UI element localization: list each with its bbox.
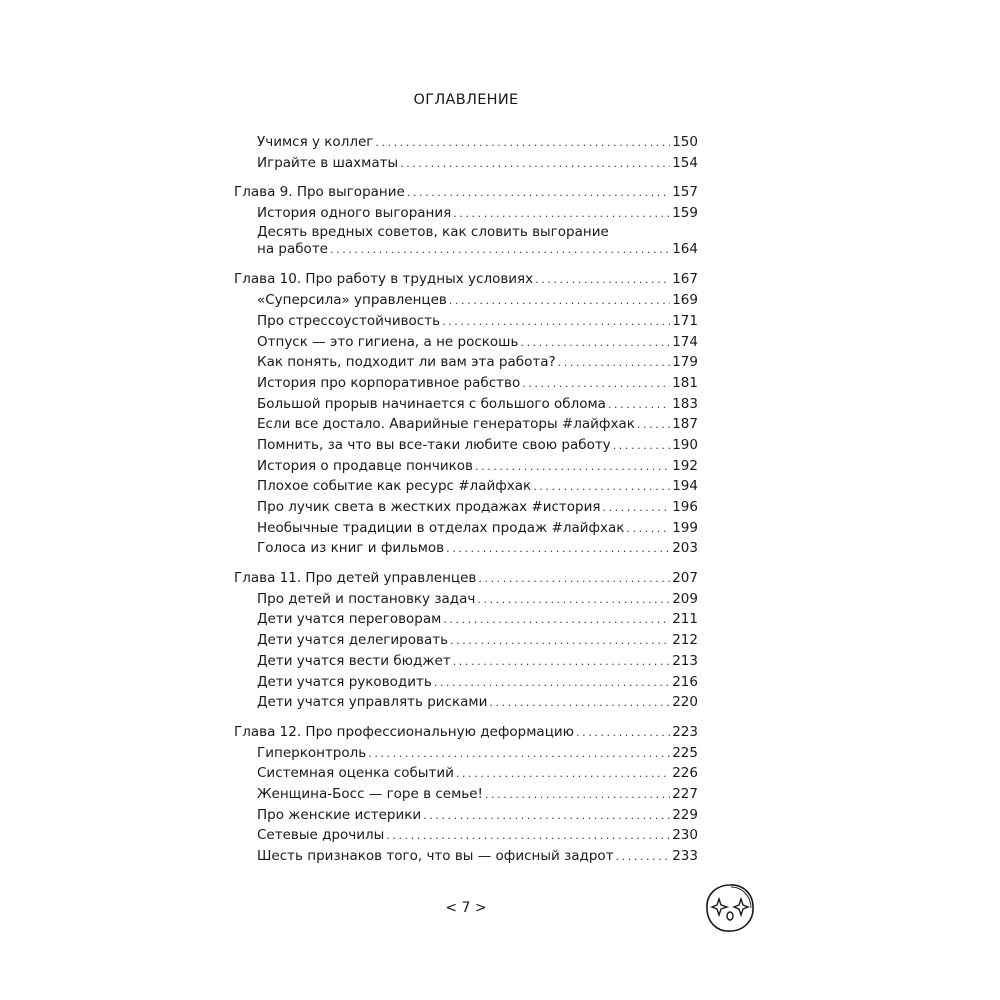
toc-item-title: Десять вредных советов, как словить выгорание	[257, 223, 609, 240]
dot-leader	[442, 312, 670, 333]
toc-item-page: 171	[672, 312, 698, 329]
toc-item-page: 192	[672, 457, 698, 474]
toc-item-page: 233	[672, 848, 698, 864]
dot-leader	[449, 291, 670, 312]
toc-item[interactable]	[234, 153, 698, 174]
dot-leader	[535, 270, 670, 291]
toc-item-title: Как понять, подходит ли вам эта работа?	[257, 354, 556, 371]
toc-item-page: 230	[672, 827, 698, 844]
toc-item-title: Системная оценка событий	[257, 765, 454, 782]
toc-item[interactable]	[234, 784, 698, 805]
toc-item-title: Дети учатся переговорам	[257, 611, 442, 628]
dot-leader	[478, 569, 670, 590]
toc-item-page: 181	[672, 374, 698, 391]
dot-leader	[558, 353, 671, 374]
toc-chapter-title: Глава 10. Про работу в трудных условиях	[234, 271, 534, 288]
toc-item-title: Плохое событие как ресурс #лайфхак	[257, 478, 532, 495]
toc-item-page: 211	[672, 611, 698, 628]
toc-item-title: История одного выгорания	[257, 205, 452, 222]
toc-item-page: 209	[672, 590, 698, 607]
dot-leader	[637, 415, 670, 436]
dot-leader	[626, 519, 670, 540]
toc-item-page: 159	[672, 205, 698, 222]
dot-leader	[485, 785, 670, 806]
dot-leader	[443, 610, 670, 631]
dot-leader	[613, 436, 671, 457]
toc-item-page: 199	[672, 519, 698, 536]
toc-item[interactable]	[234, 538, 698, 559]
dot-leader	[453, 204, 670, 225]
toc-chapter-page: 167	[672, 271, 698, 288]
toc-item-page: 203	[672, 540, 698, 557]
dot-leader	[533, 477, 670, 498]
dot-leader	[576, 723, 670, 744]
toc-item[interactable]	[234, 846, 698, 867]
toc-chapter-title: Глава 11. Про детей управленцев	[234, 570, 477, 587]
dot-leader	[602, 498, 670, 519]
toc-item-title: Необычные традиции в отделах продаж #лайфхак	[257, 519, 625, 536]
table-of-contents	[234, 132, 698, 867]
toc-item-page: 216	[672, 673, 698, 690]
dot-leader	[475, 457, 670, 478]
toc-chapter[interactable]	[234, 269, 698, 290]
toc-item-page: 154	[672, 154, 698, 171]
toc-item-title: Про детей и постановку задач	[257, 590, 476, 607]
toc-chapter[interactable]	[234, 722, 698, 743]
toc-item-title: Женщина-Босс — горе в семье!	[257, 785, 483, 802]
toc-item[interactable]	[234, 825, 698, 846]
toc-item[interactable]	[234, 311, 698, 332]
dot-leader	[330, 241, 670, 259]
toc-item-page: 169	[672, 292, 698, 309]
toc-item-title: История о продавце пончиков	[257, 457, 473, 474]
toc-chapter-page: 207	[672, 570, 698, 587]
toc-chapter[interactable]	[234, 568, 698, 589]
toc-chapter-page: 157	[672, 184, 698, 201]
toc-item-title: Если все достало. Аварийные генераторы #лайфхак	[257, 416, 635, 433]
toc-item[interactable]	[234, 672, 698, 693]
dot-leader	[434, 673, 670, 694]
dot-leader	[520, 333, 670, 354]
dot-leader	[407, 183, 670, 204]
toc-item-page: 226	[672, 765, 698, 782]
toc-item-title: Дети учатся управлять рисками	[257, 694, 488, 711]
dot-leader	[400, 154, 670, 175]
toc-item[interactable]	[234, 763, 698, 784]
toc-item-title: Дети учатся руководить	[257, 673, 432, 690]
toc-item-page: 212	[672, 632, 698, 649]
toc-item-page: 229	[672, 806, 698, 823]
toc-item-page: 150	[672, 134, 698, 150]
toc-item-page: 227	[672, 785, 698, 802]
toc-item-title: Отпуск — это гигиена, а не роскошь	[257, 333, 519, 350]
toc-item-title: «Суперсила» управленцев	[257, 292, 447, 309]
toc-item-page: 179	[672, 354, 698, 371]
toc-item-title: Про женские истерики	[257, 806, 422, 823]
toc-item-page: 190	[672, 436, 698, 453]
dot-leader	[450, 631, 670, 652]
dot-leader	[522, 374, 670, 395]
dot-leader	[456, 764, 670, 785]
toc-item-title-cont: на работе	[257, 240, 328, 257]
doodle-face-icon	[704, 882, 756, 934]
toc-chapter[interactable]	[234, 182, 698, 203]
toc-item-title: Про стрессоустойчивость	[257, 312, 441, 329]
toc-item-title: Учимся у коллег	[257, 134, 374, 150]
toc-item[interactable]	[234, 224, 698, 261]
toc-item[interactable]	[234, 497, 698, 518]
toc-item-title: Шесть признаков того, что вы — офисный задрот	[257, 848, 614, 864]
toc-item[interactable]	[234, 352, 698, 373]
toc-item[interactable]	[234, 203, 698, 224]
toc-item-title: История про корпоративное рабство	[257, 374, 521, 391]
toc-item[interactable]	[234, 651, 698, 672]
toc-chapter-page: 223	[672, 723, 698, 740]
dot-leader	[368, 744, 670, 765]
toc-item[interactable]	[234, 630, 698, 651]
toc-item-title: Гиперконтроль	[257, 744, 367, 761]
dot-leader	[608, 395, 670, 416]
toc-item-title: Играйте в шахматы	[257, 154, 399, 171]
toc-item-page: 194	[672, 478, 698, 495]
toc-item-page: 164	[672, 240, 698, 257]
page-title: ОГЛАВЛЕНИЕ	[413, 92, 519, 108]
toc-item-title: Сетевые дрочилы	[257, 827, 385, 844]
toc-item[interactable]	[234, 609, 698, 630]
dot-leader	[446, 539, 670, 560]
toc-item-page: 174	[672, 333, 698, 350]
dot-leader	[489, 693, 670, 714]
toc-item-title: Помнить, за что вы все-таки любите свою работу	[257, 436, 611, 453]
toc-item-page: 187	[672, 416, 698, 433]
toc-item[interactable]	[234, 394, 698, 415]
toc-item[interactable]	[234, 518, 698, 539]
toc-item[interactable]	[234, 589, 698, 610]
toc-chapter-title: Глава 12. Про профессиональную деформацию	[234, 723, 575, 740]
toc-item[interactable]	[234, 435, 698, 456]
dot-leader	[453, 652, 671, 673]
toc-item[interactable]	[234, 805, 698, 826]
dot-leader	[616, 847, 671, 868]
toc-item[interactable]	[234, 476, 698, 497]
toc-item-title: Дети учатся делегировать	[257, 632, 449, 649]
toc-item[interactable]	[234, 290, 698, 311]
toc-item-page: 196	[672, 499, 698, 515]
toc-item-title: Большой прорыв начинается с большого облома	[257, 395, 606, 412]
toc-item[interactable]	[234, 414, 698, 435]
toc-item[interactable]	[234, 743, 698, 764]
toc-item-title: Про лучик света в жестких продажах #история	[257, 499, 601, 515]
toc-item[interactable]	[234, 692, 698, 713]
toc-item-page: 225	[672, 744, 698, 761]
toc-item-page: 220	[672, 694, 698, 711]
toc-item-page: 183	[672, 395, 698, 412]
toc-item[interactable]	[234, 456, 698, 477]
toc-item[interactable]	[234, 373, 698, 394]
dot-leader	[477, 590, 670, 611]
toc-chapter-title: Глава 9. Про выгорание	[234, 184, 405, 201]
toc-item-title: Дети учатся вести бюджет	[257, 652, 451, 669]
toc-item-title: Голоса из книг и фильмов	[257, 540, 445, 557]
toc-item-page: 213	[672, 652, 698, 669]
dot-leader	[386, 826, 670, 847]
toc-item[interactable]	[234, 132, 698, 153]
page-number: < 7 >	[445, 900, 487, 916]
dot-leader	[375, 133, 670, 154]
toc-item[interactable]	[234, 332, 698, 353]
dot-leader	[423, 806, 670, 827]
